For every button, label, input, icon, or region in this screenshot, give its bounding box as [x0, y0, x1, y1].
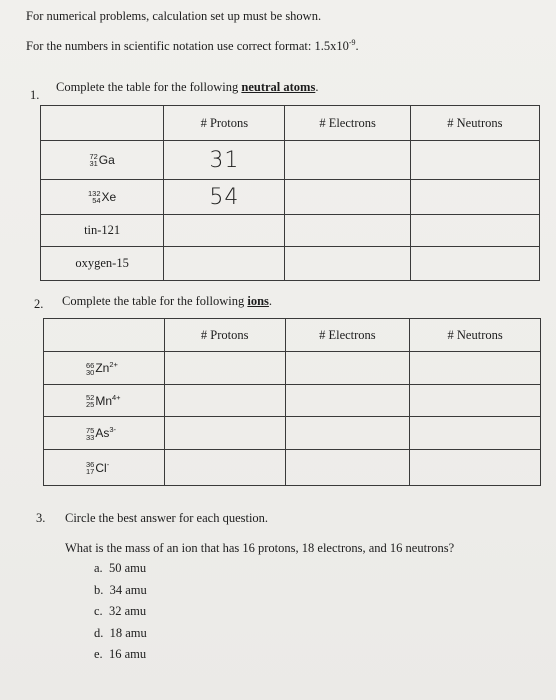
isotope-cl — [86, 461, 109, 475]
as-atomic-number: 33 — [86, 432, 95, 442]
cl-charge: - — [106, 459, 110, 469]
q3-option-d[interactable] — [94, 626, 147, 641]
xe-atomic-number: 54 — [92, 196, 101, 206]
mn-charge: 4+ — [112, 392, 121, 402]
q2-row-zn-neutrons[interactable] — [410, 352, 541, 385]
isotope-ga — [89, 153, 114, 167]
zn-atomic-number: 30 — [86, 367, 95, 377]
isotope-xe — [88, 190, 116, 204]
as-symbol: As — [95, 426, 110, 440]
q1-header-neutrons: # Neutrons — [410, 106, 539, 141]
ga-protons-handwritten: 31 — [209, 147, 240, 173]
q1-row-ga-electrons[interactable] — [285, 141, 410, 180]
as-charge: 3- — [109, 425, 117, 434]
q1-row-oxygen-protons[interactable] — [164, 247, 285, 281]
q1-row-tin-neutrons[interactable] — [410, 215, 539, 247]
mn-atomic-number: 25 — [86, 400, 95, 410]
q2-row-as-label — [44, 417, 165, 450]
xe-mass-number: 132 — [88, 189, 101, 199]
q3-option-d-letter: d. — [94, 626, 104, 640]
q3-option-a[interactable] — [94, 561, 146, 576]
q1-row-oxygen-label: oxygen-15 — [41, 247, 164, 281]
q1-header-row — [41, 106, 540, 141]
q2-row-zn-protons[interactable] — [164, 352, 285, 385]
q1-prompt-text: Complete the table for the following — [56, 80, 242, 94]
cl-atomic-number: 17 — [86, 467, 95, 477]
q3-option-c-text: 32 amu — [108, 604, 147, 618]
q2-row-mn-electrons[interactable] — [285, 385, 410, 417]
isotope-mn — [86, 394, 121, 408]
instructions-line-1: For numerical problems, calculation set up must be shown. — [26, 9, 322, 23]
q2-row-cl-label — [44, 450, 165, 486]
xe-protons-handwritten: 54 — [209, 184, 240, 210]
q3-question: What is the mass of an ion that has 16 protons, 18 electrons, and 16 neutrons? — [65, 541, 455, 555]
q3-option-b-text: 34 amu — [109, 583, 147, 597]
q3-option-e[interactable] — [94, 647, 146, 662]
q1-prompt-bold: neutral atoms — [241, 80, 316, 94]
zn-symbol: Zn — [95, 361, 110, 375]
q1-row-oxygen-electrons[interactable] — [285, 247, 410, 281]
q1-header-protons: # Protons — [164, 106, 285, 141]
q3-option-a-letter: a. — [94, 561, 103, 575]
q1-prompt — [56, 80, 318, 95]
ga-symbol: Ga — [98, 152, 115, 167]
q1-row-oxygen-neutrons[interactable] — [410, 247, 539, 281]
q2-row-cl-neutrons[interactable] — [410, 450, 541, 486]
q2-prompt-text: Complete the table for the following — [62, 294, 248, 308]
q3-option-b-letter: b. — [94, 583, 104, 597]
instructions-line-2-text: For the numbers in scientific notation use correct format: 1.5x10 — [26, 39, 349, 54]
q2-prompt-bold: ions — [247, 294, 269, 308]
q1-row-xe-protons[interactable] — [164, 180, 285, 215]
q3-option-d-text: 18 amu — [109, 626, 147, 640]
q1-row-xe-label — [41, 180, 164, 215]
q1-row-tin — [41, 215, 540, 247]
q1-row-ga — [41, 141, 540, 180]
q3-option-e-text: 16 amu — [108, 647, 147, 661]
xe-symbol: Xe — [101, 189, 117, 204]
q1-row-tin-electrons[interactable] — [285, 215, 410, 247]
as-mass-number: 75 — [86, 425, 95, 435]
q1-row-xe — [41, 180, 540, 215]
q1-number: 1. — [30, 88, 40, 102]
cl-symbol: Cl — [95, 460, 107, 475]
q2-header-protons: # Protons — [164, 319, 285, 352]
q3-option-b[interactable] — [94, 583, 147, 598]
q1-table — [40, 105, 540, 281]
q2-number: 2. — [34, 297, 44, 311]
mn-mass-number: 52 — [86, 393, 95, 403]
instructions-line-2 — [26, 38, 359, 54]
q2-row-as-protons[interactable] — [164, 417, 285, 450]
q2-header-electrons: # Electrons — [285, 319, 410, 352]
q2-row-mn-neutrons[interactable] — [410, 385, 541, 417]
ga-mass-number: 72 — [89, 152, 98, 162]
instructions-line-2-exponent: -9 — [348, 38, 356, 47]
q2-row-mn-label — [44, 385, 165, 417]
q3-option-c[interactable] — [94, 604, 146, 619]
q2-row-as-electrons[interactable] — [285, 417, 410, 450]
q1-row-tin-protons[interactable] — [164, 215, 285, 247]
q2-row-zn-electrons[interactable] — [285, 352, 410, 385]
q1-row-xe-electrons[interactable] — [285, 180, 410, 215]
q2-prompt — [62, 294, 272, 309]
cl-mass-number: 36 — [86, 460, 95, 470]
q1-row-xe-neutrons[interactable] — [410, 180, 539, 215]
q2-header-neutrons: # Neutrons — [410, 319, 541, 352]
q3-option-e-letter: e. — [94, 647, 103, 661]
q2-row-cl-protons[interactable] — [164, 450, 285, 486]
q2-header-row — [44, 319, 541, 352]
q3-option-c-letter: c. — [94, 604, 103, 618]
q2-header-blank — [44, 319, 165, 352]
q2-row-mn-protons[interactable] — [164, 385, 285, 417]
q2-row-zn — [44, 352, 541, 385]
q1-header-electrons: # Electrons — [285, 106, 410, 141]
q1-header-blank — [41, 106, 164, 141]
q3-option-a-text: 50 amu — [108, 561, 147, 575]
q2-row-as-neutrons[interactable] — [410, 417, 541, 450]
instructions-line-2-suffix: . — [355, 39, 359, 54]
isotope-as — [86, 426, 116, 440]
zn-mass-number: 66 — [86, 360, 95, 370]
isotope-zn — [86, 361, 118, 375]
q1-row-tin-label: tin-121 — [41, 215, 164, 247]
ga-atomic-number: 31 — [89, 159, 98, 169]
q1-row-ga-neutrons[interactable] — [410, 141, 539, 180]
q1-row-ga-label — [41, 141, 164, 180]
q1-row-oxygen — [41, 247, 540, 281]
q2-table — [43, 318, 541, 486]
q2-row-cl — [44, 450, 541, 486]
q2-row-as — [44, 417, 541, 450]
q1-prompt-suffix: . — [315, 80, 319, 94]
q2-prompt-suffix: . — [268, 294, 273, 308]
q3-prompt: Circle the best answer for each question. — [65, 511, 269, 525]
mn-symbol: Mn — [95, 393, 113, 408]
zn-charge: 2+ — [109, 360, 118, 369]
q2-row-cl-electrons[interactable] — [285, 450, 410, 486]
q1-row-ga-protons[interactable] — [164, 141, 285, 180]
q2-row-mn — [44, 385, 541, 417]
q3-number: 3. — [36, 511, 46, 525]
q2-row-zn-label — [44, 352, 165, 385]
